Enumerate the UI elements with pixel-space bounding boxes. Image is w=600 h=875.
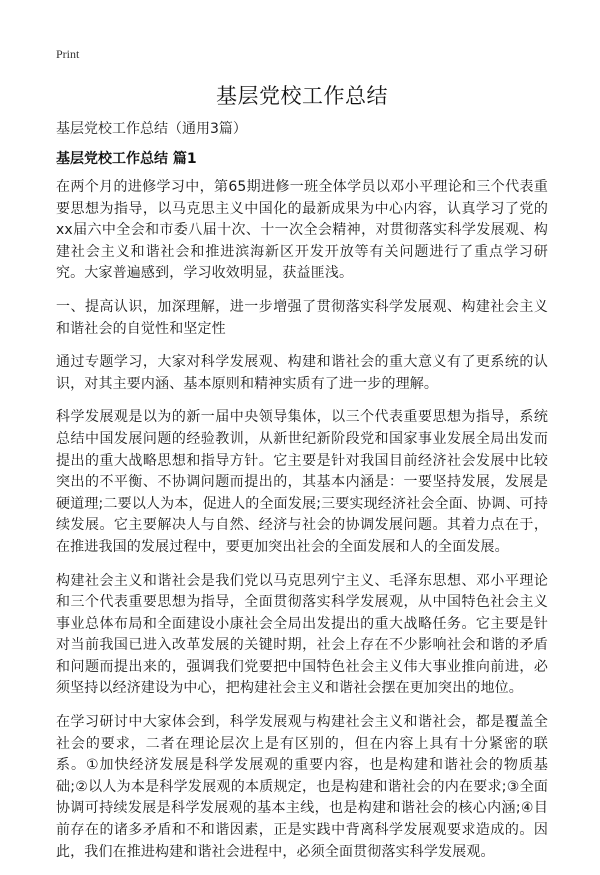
paragraph-intro: 在两个月的进修学习中，第65期进修一班全体学员以邓小平理论和三个代表重要思想为指导，以马克思主义中国化的最新成果为中心内容，认真学习了党的xx届六中全会和市委八届十次、十一次全会精神，对贯彻落实科学发展观、构建社会主义和谐社会和推进滨海新区开发开放等有关问题进行了重点学习研究。大家普遍感到，学习收效明显，获益匪浅。: [56, 179, 548, 282]
paragraph-study-summary: 通过专题学习，大家对科学发展观、构建和谐社会的重大意义有了更系统的认识，对其主要内涵、基本原则和精神实质有了进一步的理解。: [56, 354, 548, 392]
section-heading: 基层党校工作总结 篇1: [56, 151, 197, 167]
document-body: [56, 177, 548, 875]
document-title: 基层党校工作总结: [216, 84, 388, 108]
paragraph-harmonious-society: 构建社会主义和谐社会是我们党以马克思列宁主义、毛泽东思想、邓小平理论和三个代表重要思想为指导，全面贯彻落实科学发展观，从中国特色社会主义事业总体布局和全面建设小康社会全局出发提出的重大战略任务。它主要是针对当前我国已进入改革发展的关键时期，社会上存在不少影响社会和谐的矛盾和问题而提出来的，强调我们党要把中国特色社会主义伟大事业推向前进，必须坚持以经济建设为中心，把构建社会主义和谐社会摆在更加突出的地位。: [56, 572, 548, 697]
document-subtitle: 基层党校工作总结（通用3篇）: [56, 121, 247, 137]
paragraph-relationship: 在学习研讨中大家体会到，科学发展观与构建社会主义和谐社会，都是覆盖全社会的要求，二者在理论层次上是有区别的，但在内容上具有十分紧密的联系。①加快经济发展是科学发展观的重要内容，也是构建和谐社会的物质基础;②以人为本是科学发展观的本质规定，也是构建和谐社会的内在要求;③全面协调可持续发展是科学发展观的基本主线，也是构建和谐社会的核心内涵;④目前存在的诸多矛盾和不和谐因素，正是实践中背离科学发展观要求造成的。因此，我们在推进构建和谐社会进程中，必须全面贯彻落实科学发展观。: [56, 714, 548, 860]
print-label: Print: [56, 47, 80, 61]
paragraph-scientific-development: 科学发展观是以为的新一届中央领导集体，以三个代表重要思想为指导，系统总结中国发展问题的经验教训，从新世纪新阶段党和国家事业发展全局出发而提出的重大战略思想和指导方针。它主要是针对我国目前经济社会发展中比较突出的不平衡、不协调问题而提出的，其基本内涵是：一要坚持发展，发展是硬道理;二要以人为本，促进人的全面发展;三要实现经济社会全面、协调、可持续发展。它主要解决人与自然、经济与社会的协调发展问题。其着力点在于，在推进我国的发展过程中，要更加突出社会的全面发展和人的全面发展。: [56, 409, 548, 555]
paragraph-point-one-heading: 一、提高认识，加深理解，进一步增强了贯彻落实科学发展观、构建社会主义和谐社会的自觉性和坚定性: [56, 298, 548, 337]
